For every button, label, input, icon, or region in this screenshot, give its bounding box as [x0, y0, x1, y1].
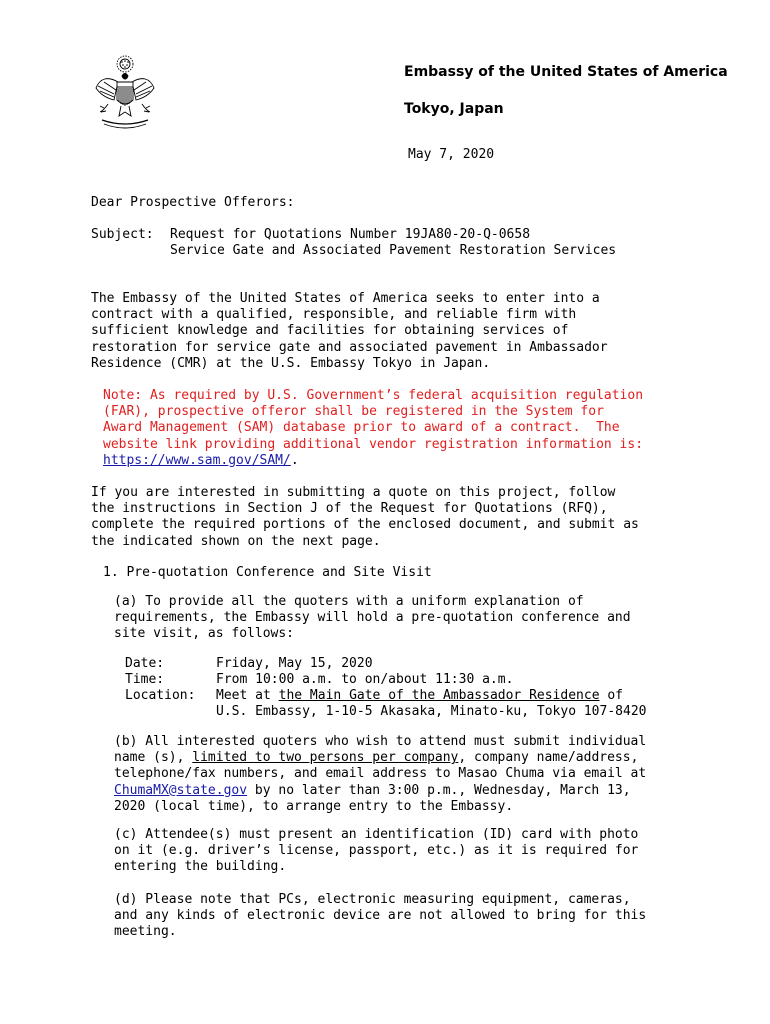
sam-registration-note — [103, 388, 643, 469]
paragraph-b-line: (b) All interested quoters who wish to attend must submit individual — [114, 734, 647, 749]
paragraph-d — [114, 892, 646, 941]
intro-line: contract with a qualified, responsible, and reliable firm with — [91, 307, 577, 323]
paragraph-d-line: and any kinds of electronic device are not allowed to bring for this — [114, 908, 647, 924]
intro-line: sufficient knowledge and facilities for obtaining services of — [91, 323, 569, 339]
intro-line: Residence (CMR) at the U.S. Embassy Tokyo in Japan. — [91, 355, 491, 371]
instructions-line: the instructions in Section J of the Request for Quotations (RFQ), — [91, 501, 608, 517]
schedule-location-value — [216, 688, 623, 704]
salutation: Dear Prospective Offerors: — [91, 195, 295, 210]
schedule-date-value: Friday, May 15, 2020 — [216, 656, 373, 671]
subject-label: Subject: — [91, 227, 154, 242]
paragraph-b-line: telephone/fax numbers, and email address to Masao Chuma via email at — [114, 766, 647, 782]
paragraph-c-line: on it (e.g. driver’s license, passport, etc.) as it is required for — [114, 843, 639, 859]
text-fragment: name (s), — [114, 750, 193, 766]
paragraph-c — [114, 827, 638, 876]
paragraph-a-line: site visit, as follows: — [114, 626, 295, 642]
intro-line: restoration for service gate and associated pavement in Ambassador — [91, 339, 608, 355]
intro-line: The Embassy of the United States of America seeks to enter into a — [91, 291, 600, 306]
paragraph-b-line — [114, 783, 646, 799]
subject-line-2: Service Gate and Associated Pavement Restoration Services — [170, 243, 617, 258]
schedule-time-value: From 10:00 a.m. to on/about 11:30 a.m. — [216, 672, 514, 687]
main-gate-location: the Main Gate of the Ambassador Residence — [278, 688, 600, 703]
instructions-paragraph — [91, 485, 639, 550]
location-suffix: of — [599, 688, 624, 703]
note-line: Award Management (SAM) database prior to award of a contract. The — [103, 420, 620, 436]
great-seal-eagle-icon — [94, 54, 156, 136]
paragraph-c-line: entering the building. — [114, 859, 287, 875]
location-prefix: Meet at — [216, 688, 279, 703]
schedule-location-label: Location: — [125, 688, 196, 703]
sam-website-link[interactable]: https://www.sam.gov/SAM/ — [103, 452, 291, 468]
schedule-time-label: Time: — [125, 672, 165, 687]
note-url-suffix: . — [290, 452, 299, 468]
paragraph-d-line: (d) Please note that PCs, electronic measuring equipment, cameras, — [114, 892, 631, 907]
letter-date: May 7, 2020 — [408, 147, 495, 162]
note-line: Note: As required by U.S. Government’s federal acquisition regulation — [103, 388, 644, 403]
instructions-line: the indicated shown on the next page. — [91, 533, 381, 549]
contact-email-link[interactable]: ChumaMX@state.gov — [114, 782, 248, 798]
paragraph-d-line: meeting. — [114, 924, 177, 940]
section-1-heading: 1. Pre-quotation Conference and Site Visit — [103, 565, 432, 580]
paragraph-b-line — [114, 750, 646, 766]
attendee-limit: limited to two persons per company — [192, 750, 459, 766]
embassy-name: Embassy of the United States of America — [404, 64, 728, 80]
paragraph-a-line: requirements, the Embassy will hold a pre-quotation conference and — [114, 610, 631, 626]
instructions-line: complete the required portions of the enclosed document, and submit as — [91, 517, 639, 533]
text-fragment: by no later than 3:00 p.m., Wednesday, March 13, — [247, 782, 631, 798]
paragraph-a-line: (a) To provide all the quoters with a uniform explanation of — [114, 594, 584, 609]
intro-paragraph — [91, 291, 608, 372]
schedule-date-label: Date: — [125, 656, 165, 671]
text-fragment: , company name/address, — [458, 750, 639, 766]
subject-line-1: Request for Quotations Number 19JA80-20-Q-0658 — [170, 227, 531, 242]
paragraph-b — [114, 734, 646, 815]
embassy-location: Tokyo, Japan — [404, 101, 504, 117]
paragraph-a — [114, 594, 631, 643]
note-line: (FAR), prospective offeror shall be registered in the System for — [103, 404, 604, 420]
schedule-location-address: U.S. Embassy, 1-10-5 Akasaka, Minato-ku, Tokyo 107-8420 — [216, 704, 647, 719]
note-line: website link providing additional vendor registration information is: — [103, 436, 644, 452]
instructions-line: If you are interested in submitting a quote on this project, follow — [91, 485, 616, 500]
paragraph-c-line: (c) Attendee(s) must present an identification (ID) card with photo — [114, 827, 639, 842]
paragraph-b-line: 2020 (local time), to arrange entry to the Embassy. — [114, 798, 514, 814]
